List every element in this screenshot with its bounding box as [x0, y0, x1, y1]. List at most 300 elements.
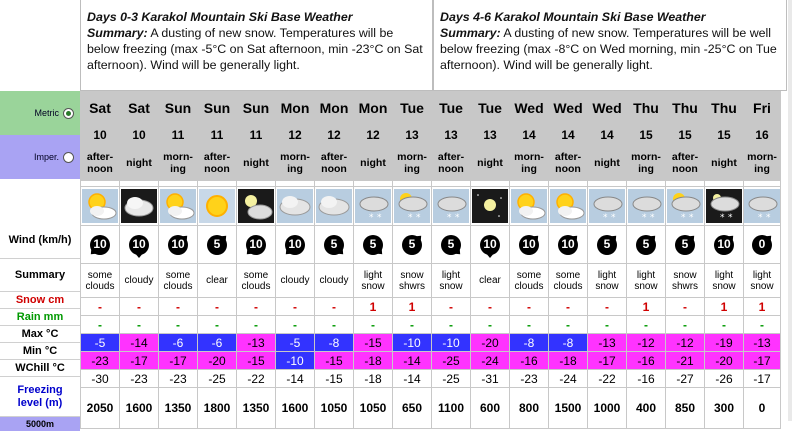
summary-cell [627, 264, 666, 298]
rain-value: - [760, 317, 764, 332]
rain-value: - [98, 317, 102, 332]
snow-cell [198, 298, 237, 316]
min-temp-value: -20 [715, 353, 733, 368]
weather-icon-cell [354, 187, 393, 226]
max-temp-value: -6 [211, 335, 223, 350]
time-of-day-cell [627, 146, 666, 181]
day-cell [159, 92, 198, 125]
wind-cell [276, 226, 315, 264]
time-of-day-line2: noon [438, 163, 464, 175]
freezing-level-cell [120, 388, 159, 429]
day-label: Mon [358, 100, 388, 116]
snow-value: - [527, 299, 531, 314]
summary-cell [549, 264, 588, 298]
wind-chill-cell [159, 370, 198, 388]
rain-cell [159, 316, 198, 334]
imperial-label: Imper. [33, 152, 59, 162]
day-cell [354, 92, 393, 125]
wind-indicator [750, 233, 774, 257]
time-of-day-line2: noon [321, 163, 347, 175]
day-label: Sun [203, 100, 231, 116]
summary-cell [510, 264, 549, 298]
min-temp-cell [588, 352, 627, 370]
light-snow-night-icon [706, 189, 742, 223]
wind-chill-cell [666, 370, 705, 388]
max-temp-value: -6 [172, 335, 184, 350]
time-of-day-row [81, 146, 781, 181]
wind-speed: 5 [330, 236, 338, 251]
wind-chill-cell [627, 370, 666, 388]
weather-icon-row [81, 187, 781, 226]
wind-indicator [283, 233, 307, 257]
time-of-day-line2: noon [672, 163, 698, 175]
wind-cell [549, 226, 588, 264]
svg-text:*: * [728, 213, 733, 223]
rain-value: - [566, 317, 570, 332]
time-of-day-cell [393, 146, 432, 181]
weather-icon-cell [81, 187, 120, 226]
weather-icon-cell [744, 187, 781, 226]
min-temp-value: -17 [130, 353, 148, 368]
snow-row [81, 298, 781, 316]
summary-cell [198, 264, 237, 298]
wind-chill-value: -27 [676, 371, 694, 386]
summary-title: Days 4-6 Karakol Mountain Ski Base Weather [440, 10, 706, 24]
time-of-day-line1: after- [437, 151, 465, 163]
max-temp-value: -10 [442, 335, 460, 350]
rain-value: - [137, 317, 141, 332]
summary-line2: snow [712, 280, 736, 292]
rain-value: - [254, 317, 258, 332]
max-temp-value: -8 [562, 335, 574, 350]
weather-icon-cell [705, 187, 744, 226]
date-label: 11 [210, 128, 224, 142]
weather-icon-cell [666, 187, 705, 226]
wind-chill-value: -25 [442, 371, 460, 386]
time-of-day-line1: night [243, 157, 269, 169]
wind-speed: 10 [522, 236, 536, 251]
summary-cell [315, 264, 354, 298]
snow-value: 1 [408, 299, 416, 314]
freezing-level-value: 1350 [164, 401, 192, 415]
snow-cell [276, 298, 315, 316]
time-of-day-line2: noon [555, 163, 581, 175]
freezing-level-cell [432, 388, 471, 429]
snow-cell [510, 298, 549, 316]
summary-label: Summary: [440, 26, 501, 40]
weather-icon-cell [471, 187, 510, 226]
svg-text:*: * [369, 213, 374, 223]
min-temp-value: -16 [637, 353, 655, 368]
date-cell [588, 125, 627, 146]
svg-text:*: * [611, 213, 616, 223]
wchill-row-label: WChill °C [0, 360, 80, 377]
summary-line1: light [636, 269, 656, 281]
light-snow-icon [355, 189, 391, 223]
svg-text:*: * [766, 213, 771, 223]
date-cell [432, 125, 471, 146]
wind-chill-cell [237, 370, 276, 388]
wind-speed: 10 [561, 236, 575, 251]
min-temp-cell [237, 352, 276, 370]
wind-cell [354, 226, 393, 264]
wind-chill-cell [510, 370, 549, 388]
weather-icon-cell [276, 187, 315, 226]
light-snow-icon [589, 189, 625, 223]
day-label: Sat [128, 100, 150, 116]
freezing-level-value: 0 [758, 401, 766, 415]
date-cell [510, 125, 549, 146]
snow-value: - [215, 299, 219, 314]
date-label: 15 [717, 128, 731, 142]
min-temp-value: -17 [169, 353, 187, 368]
freezing-level-value: 1000 [593, 401, 621, 415]
wind-cell [666, 226, 705, 264]
svg-text:*: * [416, 213, 421, 223]
freezing-level-value: 600 [479, 401, 501, 415]
light-snow-icon [433, 189, 469, 223]
summary-line2: snow [595, 280, 619, 292]
date-label: 12 [288, 128, 302, 142]
min-temp-value: -17 [753, 353, 771, 368]
day-cell [276, 92, 315, 125]
min-temp-value: -25 [442, 353, 460, 368]
day-cell [744, 92, 781, 125]
weather-icon-cell [120, 187, 159, 226]
freezing-level-cell [354, 388, 393, 429]
wind-indicator [439, 233, 463, 257]
time-of-day-line1: morn- [397, 151, 427, 163]
freezing-level-value: 800 [518, 401, 540, 415]
wind-chill-value: -18 [364, 371, 382, 386]
wind-chill-cell [549, 370, 588, 388]
svg-text:*: * [603, 213, 608, 223]
snow-value: 1 [642, 299, 650, 314]
freezing-level-value: 300 [713, 401, 735, 415]
day-cell [549, 92, 588, 125]
freezing-label-line2: level (m) [17, 396, 63, 409]
wind-indicator [127, 233, 151, 257]
svg-text:*: * [455, 213, 460, 223]
day-cell [432, 92, 471, 125]
time-of-day-cell [315, 146, 354, 181]
wind-cell [120, 226, 159, 264]
date-label: 14 [600, 128, 614, 142]
rain-value: - [410, 317, 414, 332]
rain-cell [198, 316, 237, 334]
min-temp-cell [120, 352, 159, 370]
summary-line1: some [555, 269, 581, 281]
svg-text:*: * [689, 213, 694, 223]
wind-indicator [205, 233, 229, 257]
summary-line1: clear [206, 275, 228, 286]
freezing-level-cell [237, 388, 276, 429]
min-temp-cell [354, 352, 393, 370]
summary-cell [588, 264, 627, 298]
min-temp-cell [744, 352, 781, 370]
clear-night-icon [472, 189, 508, 223]
summary-line1: cloudy [124, 275, 154, 286]
wind-speed: 5 [213, 236, 221, 251]
min-temp-row [81, 352, 781, 370]
wind-cell [432, 226, 471, 264]
summary-cell [705, 264, 744, 298]
max-temp-cell [237, 334, 276, 352]
rain-cell [120, 316, 159, 334]
time-of-day-line1: morn- [163, 151, 193, 163]
summary-cell [276, 264, 315, 298]
freezing-level-cell [393, 388, 432, 429]
summary-line2: snow [361, 280, 385, 292]
date-label: 15 [678, 128, 692, 142]
wind-indicator [673, 233, 697, 257]
wind-speed: 10 [171, 236, 185, 251]
wind-chill-value: -22 [247, 371, 265, 386]
day-label: Thu [672, 100, 698, 116]
time-of-day-line2: noon [87, 163, 113, 175]
freezing-level-value: 1350 [242, 401, 270, 415]
freezing-level-cell [588, 388, 627, 429]
wind-speed: 5 [369, 236, 377, 251]
summary-line2: clouds [85, 280, 115, 292]
max-temp-cell [120, 334, 159, 352]
imperial-toggle[interactable] [0, 135, 80, 179]
day-cell [237, 92, 276, 125]
wind-cell [159, 226, 198, 264]
weather-icon-cell [588, 187, 627, 226]
time-of-day-line2: ing [754, 163, 770, 175]
min-temp-cell [705, 352, 744, 370]
weather-icon-cell [315, 187, 354, 226]
min-temp-cell [549, 352, 588, 370]
summary-line1: some [87, 269, 113, 281]
time-of-day-line1: after- [671, 151, 699, 163]
day-cell [510, 92, 549, 125]
time-of-day-line1: night [711, 157, 737, 169]
min-temp-value: -20 [208, 353, 226, 368]
date-cell [627, 125, 666, 146]
max-temp-value: -8 [523, 335, 535, 350]
snow-cell [432, 298, 471, 316]
freezing-level-cell [315, 388, 354, 429]
scrollbar-edge[interactable] [788, 0, 792, 421]
date-row [81, 125, 781, 146]
rain-cell [510, 316, 549, 334]
wind-row-label: Wind (km/h) [0, 222, 80, 259]
wind-speed: 5 [447, 236, 455, 251]
min-temp-cell [627, 352, 666, 370]
date-cell [705, 125, 744, 146]
rain-value: - [722, 317, 726, 332]
time-of-day-line1: after- [554, 151, 582, 163]
summary-cell [120, 264, 159, 298]
rain-value: - [371, 317, 375, 332]
date-cell [198, 125, 237, 146]
svg-text:*: * [758, 213, 763, 223]
min-temp-value: -18 [559, 353, 577, 368]
freezing-level-value: 1600 [281, 401, 309, 415]
date-label: 13 [444, 128, 458, 142]
wind-speed: 5 [642, 236, 650, 251]
max-temp-cell [159, 334, 198, 352]
snow-value: - [254, 299, 258, 314]
min-temp-value: -16 [520, 353, 538, 368]
rain-cell [666, 316, 705, 334]
wind-chill-cell [744, 370, 781, 388]
max-temp-cell [393, 334, 432, 352]
summary-cell [393, 264, 432, 298]
light-snow-icon [628, 189, 664, 223]
max-temp-cell [666, 334, 705, 352]
rain-cell [276, 316, 315, 334]
rain-value: - [293, 317, 297, 332]
wind-speed: 10 [288, 236, 302, 251]
metric-radio[interactable] [63, 108, 74, 119]
wind-chill-value: -24 [559, 371, 577, 386]
imperial-radio[interactable] [63, 152, 74, 163]
wind-cell [315, 226, 354, 264]
min-temp-cell [315, 352, 354, 370]
date-label: 10 [132, 128, 146, 142]
summary-line1: snow [400, 269, 424, 281]
weather-icon-cell [510, 187, 549, 226]
min-temp-value: -14 [403, 353, 421, 368]
freezing-level-cell [81, 388, 120, 429]
day-label: Tue [478, 100, 502, 116]
rain-value: - [332, 317, 336, 332]
max-temp-value: -10 [403, 335, 421, 350]
summary-label: Summary: [87, 26, 148, 40]
wind-chill-cell [315, 370, 354, 388]
wind-indicator [88, 233, 112, 257]
wind-chill-row [81, 370, 781, 388]
date-cell [159, 125, 198, 146]
light-snow-icon [744, 189, 780, 223]
day-label: Tue [439, 100, 463, 116]
max-temp-value: -14 [130, 335, 148, 350]
wind-indicator [322, 233, 346, 257]
svg-text:*: * [642, 213, 647, 223]
day-cell [120, 92, 159, 125]
rain-value: - [215, 317, 219, 332]
rain-cell [471, 316, 510, 334]
snow-showers-icon [667, 189, 703, 223]
rain-cell [432, 316, 471, 334]
summary-cell [354, 264, 393, 298]
partly-cloudy-sun-icon [82, 189, 118, 223]
summary-row [80, 0, 787, 91]
time-of-day-cell [666, 146, 705, 181]
max-temp-cell [354, 334, 393, 352]
time-of-day-line1: after- [86, 151, 114, 163]
max-temp-cell [198, 334, 237, 352]
wind-chill-value: -30 [91, 371, 109, 386]
rain-cell [588, 316, 627, 334]
time-of-day-line1: night [126, 157, 152, 169]
wind-speed: 10 [132, 236, 146, 251]
day-label: Wed [553, 100, 583, 116]
max-temp-value: -8 [328, 335, 340, 350]
wind-chill-cell [432, 370, 471, 388]
summary-line2: shwrs [398, 280, 426, 292]
day-label: Thu [633, 100, 659, 116]
max-temp-cell [549, 334, 588, 352]
rain-cell [354, 316, 393, 334]
min-temp-value: -23 [91, 353, 109, 368]
time-of-day-cell [237, 146, 276, 181]
summary-row-label: Summary [0, 259, 80, 292]
wind-speed: 10 [717, 236, 731, 251]
freezing-level-value: 850 [674, 401, 696, 415]
wind-chill-value: -17 [753, 371, 771, 386]
wind-chill-cell [354, 370, 393, 388]
wind-speed: 5 [681, 236, 689, 251]
summary-line2: snow [439, 280, 463, 292]
wind-speed: 10 [249, 236, 263, 251]
summary-line2: snow [634, 280, 658, 292]
metric-label: Metric [34, 108, 59, 118]
snow-value: - [605, 299, 609, 314]
max-temp-value: -15 [364, 335, 382, 350]
freezing-level-value: 1500 [554, 401, 582, 415]
summary-text: A dusting of new snow. Temperatures will be well below freezing (max -8°C on Wed morning, min -25°C on Tue afternoon). Wind will be generally light. [440, 26, 777, 72]
max-temp-cell [471, 334, 510, 352]
date-label: 10 [93, 128, 107, 142]
day-cell [81, 92, 120, 125]
max-temp-value: -12 [676, 335, 694, 350]
snow-value: - [332, 299, 336, 314]
time-of-day-cell [81, 146, 120, 181]
max-temp-cell [315, 334, 354, 352]
rain-value: - [644, 317, 648, 332]
metric-toggle[interactable] [0, 91, 80, 135]
max-temp-cell [627, 334, 666, 352]
max-temp-value: -5 [289, 335, 301, 350]
time-of-day-line1: morn- [747, 151, 777, 163]
time-of-day-cell [471, 146, 510, 181]
freezing-level-cell [705, 388, 744, 429]
summary-line1: light [714, 269, 734, 281]
freezing-level-cell [159, 388, 198, 429]
weather-icon-cell [237, 187, 276, 226]
wind-indicator [244, 233, 268, 257]
snow-value: 1 [758, 299, 766, 314]
freezing-level-value: 1800 [203, 401, 231, 415]
time-of-day-cell [120, 146, 159, 181]
day-cell [393, 92, 432, 125]
freezing-level-value: 400 [635, 401, 657, 415]
max-temp-cell [705, 334, 744, 352]
min-temp-value: -21 [676, 353, 694, 368]
snow-cell [237, 298, 276, 316]
snow-cell [393, 298, 432, 316]
freezing-level-row [81, 388, 781, 429]
snow-value: - [449, 299, 453, 314]
wind-chill-value: -31 [481, 371, 499, 386]
freezing-level-value: 1600 [125, 401, 153, 415]
max-temp-cell [81, 334, 120, 352]
wind-chill-cell [81, 370, 120, 388]
snow-value: - [488, 299, 492, 314]
wind-chill-cell [588, 370, 627, 388]
summary-days-4-6 [433, 0, 787, 91]
date-cell [120, 125, 159, 146]
time-of-day-line1: night [594, 157, 620, 169]
weather-icon-cell [549, 187, 588, 226]
snow-cell [354, 298, 393, 316]
min-temp-cell [666, 352, 705, 370]
wind-chill-value: -14 [403, 371, 421, 386]
